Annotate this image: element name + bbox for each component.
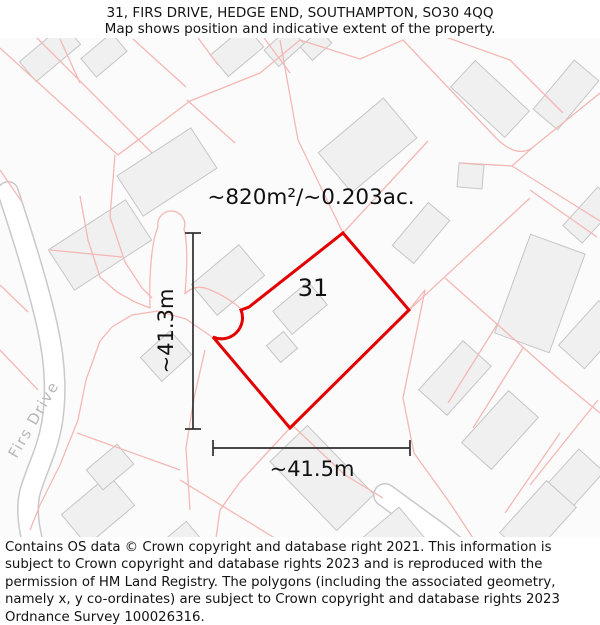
copyright-notice: Contains OS data © Crown copyright and database right 2021. This information is subject to Crown copyright and database rights 2023 and is reproduced with the permission of HM Land Registry. The polygons (including the associated geometry, namely x, y co-ordinates) are subject to Crown copyright and database rights 2023 Ordnance Survey 100026316. — [5, 540, 560, 625]
footer — [0, 537, 600, 625]
plot-number-label: 31 — [297, 274, 329, 302]
horizontal-dimension-label: ~41.5m — [269, 457, 355, 481]
header — [0, 0, 600, 38]
vertical-dimension-label: ~41.3m — [154, 288, 178, 374]
page-subtitle: Map shows position and indicative extent of the property. — [104, 21, 496, 37]
page-title: 31, FIRS DRIVE, HEDGE END, SOUTHAMPTON, SO30 4QQ — [106, 5, 494, 21]
building-footprint — [457, 163, 484, 189]
street-label-firs-drive: Firs Drive — [4, 377, 63, 462]
area-label: ~820m²/~0.203ac. — [207, 185, 415, 210]
